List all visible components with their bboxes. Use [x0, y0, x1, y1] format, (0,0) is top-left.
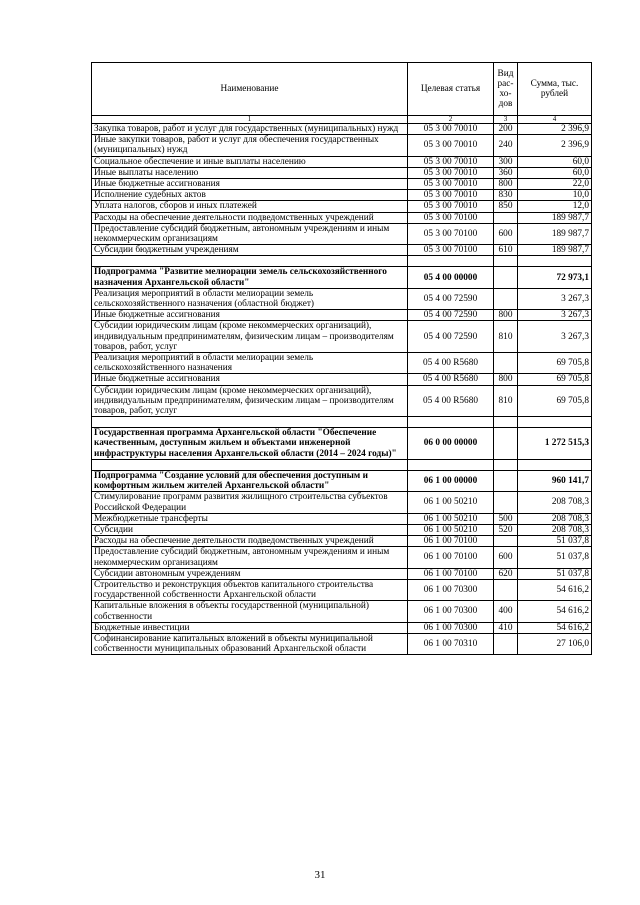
row-sum: 2 396,9	[518, 135, 592, 156]
row-vid	[494, 267, 518, 288]
row-article: 05 3 00 70100	[408, 223, 494, 244]
row-article: 05 4 00 72590	[408, 310, 494, 321]
row-name: Бюджетные инвестиции	[92, 622, 408, 633]
table-row	[92, 167, 592, 178]
row-article: 06 1 00 70100	[408, 568, 494, 579]
row-sum: 189 987,7	[518, 223, 592, 244]
row-sum: 208 708,3	[518, 492, 592, 513]
row-vid: 830	[494, 190, 518, 201]
spacer-row	[92, 256, 592, 267]
row-article: 05 4 00 R5680	[408, 374, 494, 385]
row-sum: 60,0	[518, 167, 592, 178]
row-sum: 69 705,8	[518, 353, 592, 374]
row-vid: 800	[494, 310, 518, 321]
row-name: Государственная программа Архангельской области "Обеспечение качественным, доступным жильем и объектами инженерной инфраструктуры населения Архангельской области (2014 – 2024 годы)"	[92, 428, 408, 460]
row-vid: 410	[494, 622, 518, 633]
row-name: Расходы на обеспечение деятельности подведомственных учреждений	[92, 212, 408, 223]
row-sum: 189 987,7	[518, 212, 592, 223]
row-vid: 810	[494, 321, 518, 353]
row-article: 06 1 00 50210	[408, 524, 494, 535]
row-vid	[494, 492, 518, 513]
row-vid: 600	[494, 547, 518, 568]
row-article: 06 0 00 00000	[408, 428, 494, 460]
row-name: Реализация мероприятий в области мелиорации земель сельскохозяйственного назначения (областной бюджет)	[92, 288, 408, 309]
row-sum: 54 616,2	[518, 579, 592, 600]
row-vid: 520	[494, 524, 518, 535]
row-sum: 69 705,8	[518, 385, 592, 417]
table-row	[92, 374, 592, 385]
row-vid: 810	[494, 385, 518, 417]
table-row	[92, 513, 592, 524]
row-name: Субсидии автономным учреждениям	[92, 568, 408, 579]
row-name: Межбюджетные трансферты	[92, 513, 408, 524]
col-number-2: 2	[408, 116, 494, 124]
table-row	[92, 524, 592, 535]
table-row	[92, 201, 592, 212]
col-number-4: 4	[518, 116, 592, 124]
header-row	[92, 63, 592, 116]
row-name: Стимулирование программ развития жилищного строительства субъектов Российской Федерации	[92, 492, 408, 513]
row-article: 06 1 00 50210	[408, 492, 494, 513]
budget-table	[91, 62, 592, 655]
row-vid	[494, 536, 518, 547]
row-vid: 800	[494, 179, 518, 190]
table-row	[92, 536, 592, 547]
header-vid: Вид рас-хо-дов	[494, 63, 518, 116]
row-name: Исполнение судебных актов	[92, 190, 408, 201]
row-vid: 620	[494, 568, 518, 579]
table-row	[92, 212, 592, 223]
row-vid: 500	[494, 513, 518, 524]
page-number: 31	[314, 869, 326, 881]
row-name: Предоставление субсидий бюджетным, автономным учреждениям и иным некоммерческим организациям	[92, 223, 408, 244]
row-article: 05 3 00 70010	[408, 135, 494, 156]
row-article: 06 1 00 70300	[408, 579, 494, 600]
row-vid	[494, 288, 518, 309]
row-sum: 1 272 515,3	[518, 428, 592, 460]
row-vid	[494, 212, 518, 223]
row-article: 06 1 00 70300	[408, 601, 494, 622]
table-row	[92, 622, 592, 633]
row-article: 05 4 00 72590	[408, 321, 494, 353]
row-name: Уплата налогов, сборов и иных платежей	[92, 201, 408, 212]
row-article: 06 1 00 50210	[408, 513, 494, 524]
col-number-1: 1	[92, 116, 408, 124]
row-article: 05 3 00 70010	[408, 167, 494, 178]
row-article: 06 1 00 70100	[408, 547, 494, 568]
row-name: Субсидии бюджетным учреждениям	[92, 245, 408, 256]
header-sum: Сумма, тыс. рублей	[518, 63, 592, 116]
row-vid: 360	[494, 167, 518, 178]
table-row	[92, 633, 592, 654]
row-article: 06 1 00 00000	[408, 470, 494, 491]
row-name: Субсидии юридическим лицам (кроме некоммерческих организаций), индивидуальным предпринимателям, физическим лицам – производителям товаров, работ, услуг	[92, 321, 408, 353]
row-name: Реализация мероприятий в области мелиорации земель сельскохозяйственного назначения	[92, 353, 408, 374]
row-name: Строительство и реконструкция объектов капитального строительства государственной собственности Архангельской области	[92, 579, 408, 600]
row-vid	[494, 633, 518, 654]
table-row	[92, 492, 592, 513]
header-name: Наименование	[92, 63, 408, 116]
row-sum: 69 705,8	[518, 374, 592, 385]
row-vid: 800	[494, 374, 518, 385]
table-row	[92, 288, 592, 309]
subprogram-row	[92, 267, 592, 288]
row-name: Иные бюджетные ассигнования	[92, 179, 408, 190]
row-sum: 60,0	[518, 156, 592, 167]
row-vid: 400	[494, 601, 518, 622]
col-number-3: 3	[494, 116, 518, 124]
row-vid: 600	[494, 223, 518, 244]
row-vid: 610	[494, 245, 518, 256]
row-article: 05 4 00 R5680	[408, 385, 494, 417]
row-name: Закупка товаров, работ и услуг для государственных (муниципальных) нужд	[92, 124, 408, 135]
table-row	[92, 135, 592, 156]
row-article: 05 3 00 70010	[408, 124, 494, 135]
row-sum: 10,0	[518, 190, 592, 201]
row-article: 05 3 00 70010	[408, 156, 494, 167]
table-row	[92, 310, 592, 321]
row-sum: 22,0	[518, 179, 592, 190]
row-sum: 3 267,3	[518, 288, 592, 309]
table-row	[92, 547, 592, 568]
row-name: Социальное обеспечение и иные выплаты населению	[92, 156, 408, 167]
row-name: Софинансирование капитальных вложений в объекты муниципальной собственности муниципальных образований Архангельской области	[92, 633, 408, 654]
row-article: 05 4 00 R5680	[408, 353, 494, 374]
row-article: 05 3 00 70010	[408, 190, 494, 201]
subprogram-row	[92, 470, 592, 491]
row-name: Предоставление субсидий бюджетным, автономным учреждениям и иным некоммерческим организациям	[92, 547, 408, 568]
row-sum: 54 616,2	[518, 601, 592, 622]
row-sum: 27 106,0	[518, 633, 592, 654]
row-sum: 2 396,9	[518, 124, 592, 135]
table-row	[92, 179, 592, 190]
row-article: 06 1 00 70100	[408, 536, 494, 547]
table-row	[92, 385, 592, 417]
row-name: Иные закупки товаров, работ и услуг для обеспечения государственных (муниципальных) нужд	[92, 135, 408, 156]
spacer-row	[92, 459, 592, 470]
row-vid: 240	[494, 135, 518, 156]
row-vid: 300	[494, 156, 518, 167]
row-article: 05 3 00 70010	[408, 201, 494, 212]
row-sum: 208 708,3	[518, 524, 592, 535]
row-sum: 51 037,8	[518, 568, 592, 579]
table-row	[92, 568, 592, 579]
table-row	[92, 190, 592, 201]
row-article: 06 1 00 70300	[408, 622, 494, 633]
header-article: Целевая статья	[408, 63, 494, 116]
table-row	[92, 601, 592, 622]
row-vid	[494, 579, 518, 600]
row-vid: 200	[494, 124, 518, 135]
row-article: 05 4 00 00000	[408, 267, 494, 288]
row-vid: 850	[494, 201, 518, 212]
row-vid	[494, 428, 518, 460]
program-row	[92, 428, 592, 460]
table-row	[92, 223, 592, 244]
row-sum: 51 037,8	[518, 547, 592, 568]
row-sum: 54 616,2	[518, 622, 592, 633]
table-row	[92, 245, 592, 256]
row-name: Иные бюджетные ассигнования	[92, 310, 408, 321]
row-article: 05 3 00 70100	[408, 245, 494, 256]
row-sum: 51 037,8	[518, 536, 592, 547]
row-vid	[494, 470, 518, 491]
row-vid	[494, 353, 518, 374]
table-row	[92, 353, 592, 374]
row-name: Расходы на обеспечение деятельности подведомственных учреждений	[92, 536, 408, 547]
row-sum: 3 267,3	[518, 310, 592, 321]
row-sum: 960 141,7	[518, 470, 592, 491]
table-row	[92, 124, 592, 135]
row-article: 05 3 00 70100	[408, 212, 494, 223]
row-name: Субсидии	[92, 524, 408, 535]
row-article: 05 4 00 72590	[408, 288, 494, 309]
row-name: Иные бюджетные ассигнования	[92, 374, 408, 385]
row-sum: 72 973,1	[518, 267, 592, 288]
table-row	[92, 156, 592, 167]
row-name: Подпрограмма "Развитие мелиорации земель сельскохозяйственного назначения Архангельской области"	[92, 267, 408, 288]
table-row	[92, 321, 592, 353]
row-sum: 12,0	[518, 201, 592, 212]
spacer-row	[92, 417, 592, 428]
row-sum: 208 708,3	[518, 513, 592, 524]
row-sum: 189 987,7	[518, 245, 592, 256]
row-sum: 3 267,3	[518, 321, 592, 353]
column-number-row	[92, 116, 592, 124]
row-name: Подпрограмма "Создание условий для обеспечения доступным и комфортным жильем жителей Архангельской области"	[92, 470, 408, 491]
row-article: 05 3 00 70010	[408, 179, 494, 190]
row-article: 06 1 00 70310	[408, 633, 494, 654]
row-name: Иные выплаты населению	[92, 167, 408, 178]
row-name: Капитальные вложения в объекты государственной (муниципальной) собственности	[92, 601, 408, 622]
table-row	[92, 579, 592, 600]
row-name: Субсидии юридическим лицам (кроме некоммерческих организаций), индивидуальным предпринимателям, физическим лицам – производителям товаров, работ, услуг	[92, 385, 408, 417]
